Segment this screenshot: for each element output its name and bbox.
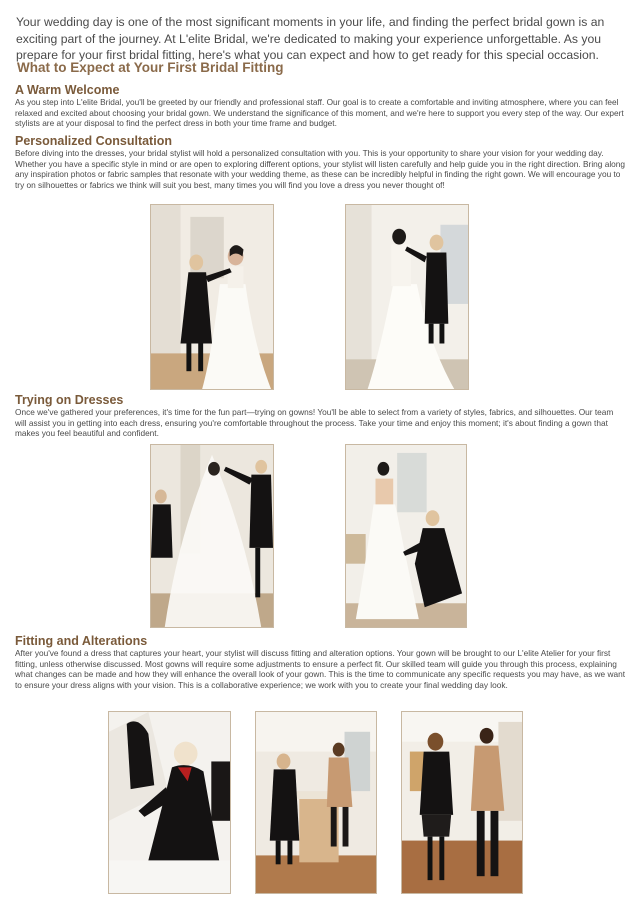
section-body-fitting: After you've found a dress that captures your heart, your stylist will discuss fitting and alteration options. Your gown will be brought to our L'elite Atelier for your first fitting, unless otherwise discussed. Most gowns will require some adjustments to ensure a perfect fit. Our skilled team will guide you through this process, explaining what changes can be made and how they will enhance the overall look of your gown. This is the time to communicate any specific requests you may have, as we want to ensure your dress aligns with your vision. This is a collaborative experience; we work with you to create your final wedding day look. bbox=[15, 648, 625, 690]
photo-atelier-consultation bbox=[255, 711, 377, 894]
section-body-consultation: Before diving into the dresses, your bridal stylist will hold a personalized consultation with you. This is your opportunity to share your vision for your wedding day. Whether you have a specific style in mind or are open to exploring different options, your stylist will listen carefully and help guide you in the right direction. Bring along any inspiration photos or fabric samples that resonate with your wedding theme, as these can be incredibly helpful in finding the right gown. We will encourage you to try on silhouettes or fabrics we think will suit you best, many times you will find you love a dress you never thought of! bbox=[15, 148, 625, 190]
section-title-trying-on: Trying on Dresses bbox=[15, 393, 124, 407]
section-title-consultation: Personalized Consultation bbox=[15, 134, 172, 148]
section-title-fitting: Fitting and Alterations bbox=[15, 634, 148, 648]
photo-stylist-fixing-veil bbox=[345, 204, 469, 390]
photo-stylists-in-atelier bbox=[401, 711, 523, 894]
photo-stylist-steaming-gown bbox=[108, 711, 231, 894]
section-title-warm-welcome: A Warm Welcome bbox=[15, 83, 120, 97]
photo-stylist-adjusting-gown bbox=[150, 204, 274, 390]
section-body-trying-on: Once we've gathered your preferences, it's time for the fun part—trying on gowns! You'll be able to select from a variety of styles, fabrics, and silhouettes. Our team will assist you in getting into each dress, ensuring you're comfortable throughout the process. Take your time and enjoy this moment; it's about finding a gown that makes you feel beautiful and confident. bbox=[15, 407, 614, 438]
main-heading: What to Expect at Your First Bridal Fitting bbox=[17, 60, 284, 75]
photo-stylist-kneeling-hem bbox=[345, 444, 467, 628]
section-body-warm-welcome: As you step into L'elite Bridal, you'll be greeted by our friendly and professional staff. Our goal is to create a comfortable and inviting atmosphere, where you can feel relaxed and excited about choosing your bridal gown. We understand the significance of this moment, and we're here to support you every step of the way. Our expert stylists are at your disposal to find the perfect dress in both your time frame and budget. bbox=[15, 97, 624, 128]
intro-paragraph: Your wedding day is one of the most significant moments in your life, and finding the perfect bridal gown is an exciting part of the journey. At L'elite Bridal, we're dedicated to making your experience unforgettable. As you prepare for your first bridal fitting, here's what you can expect and how to get ready for this special occasion. bbox=[16, 15, 605, 62]
photo-veil-presentation bbox=[150, 444, 274, 628]
